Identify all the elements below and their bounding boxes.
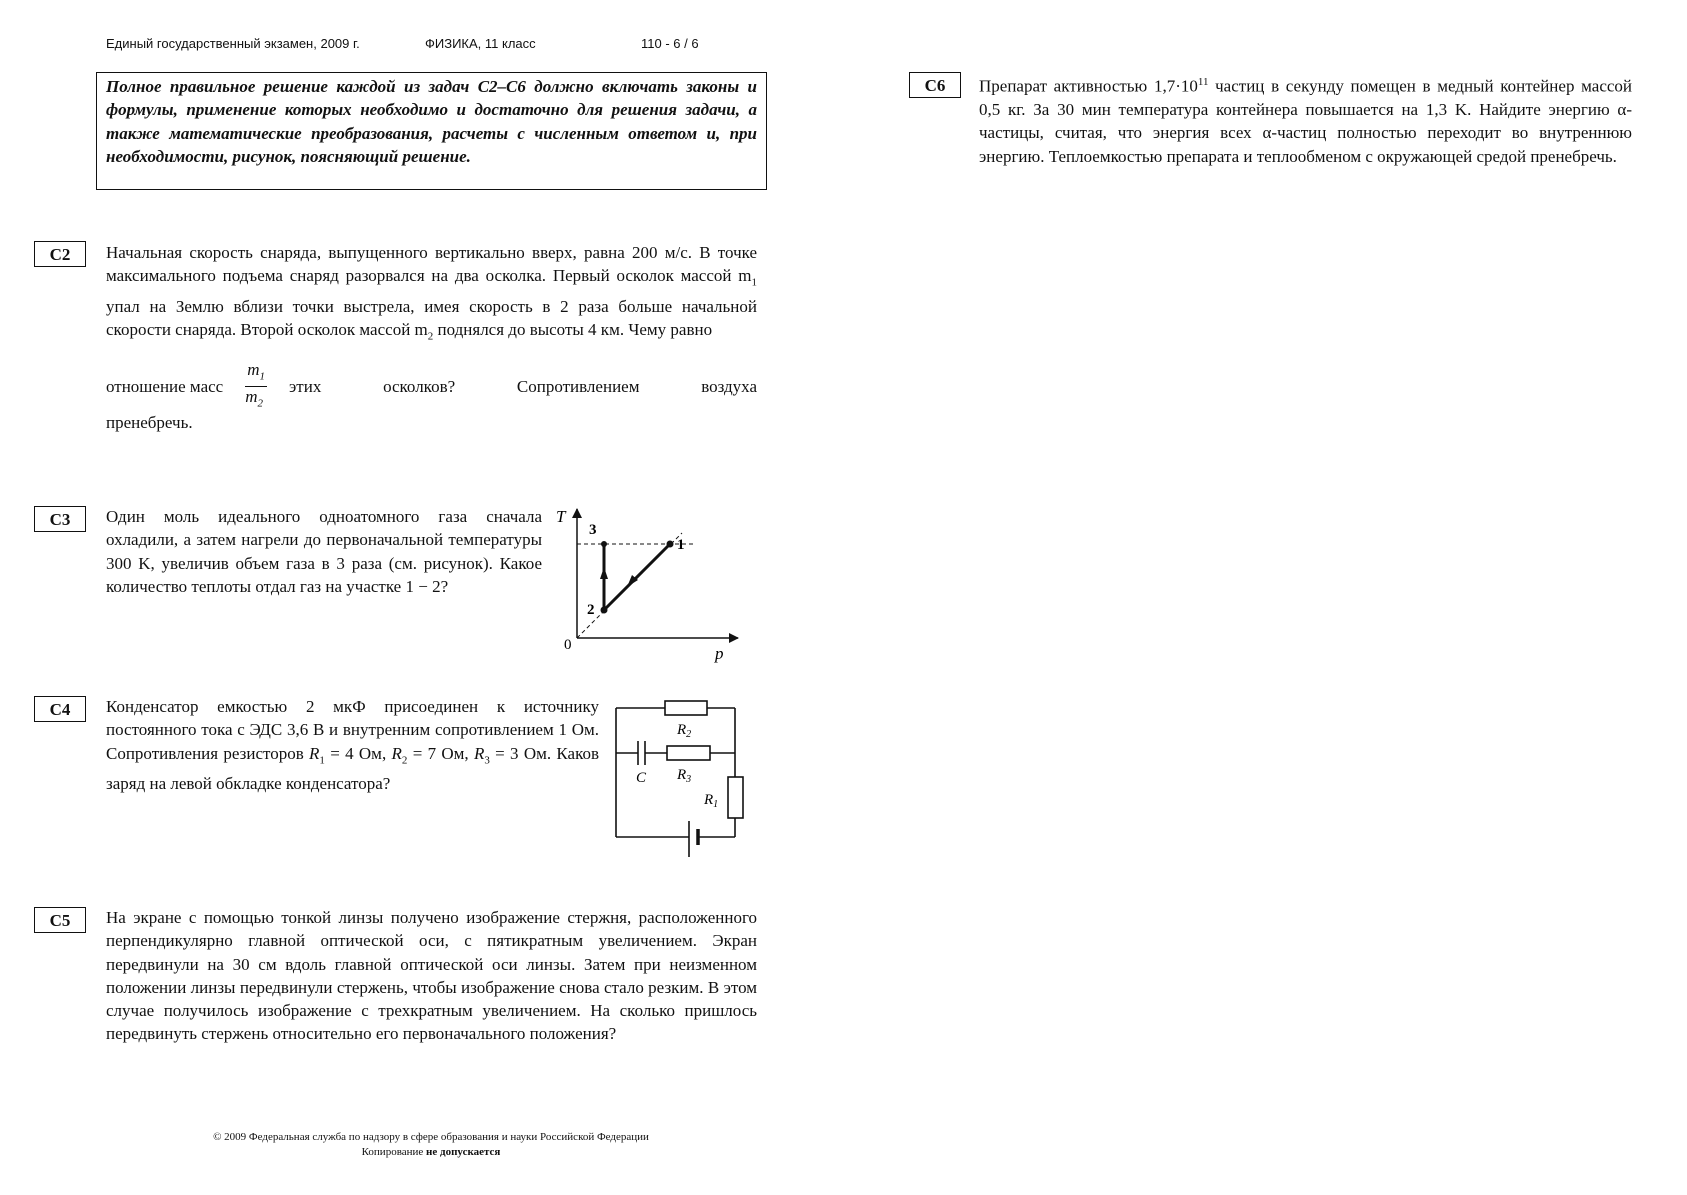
- capacitor-label: C: [636, 770, 647, 786]
- task-label-c4: C4: [34, 696, 86, 722]
- resistor-r2: [665, 701, 707, 715]
- r3-label: $R_3$: [677, 767, 692, 785]
- r2-label: $R_2$: [677, 722, 692, 740]
- task-label-c6: C6: [909, 72, 961, 98]
- resistor-r3: [667, 746, 710, 760]
- point-2: [601, 607, 608, 614]
- point-1-label: 1: [677, 537, 685, 553]
- mass-ratio-fraction: $\frac{m_1}{m_2}$: [245, 360, 265, 410]
- task-c2-text: Начальная скорость снаряда, выпущенного вертикально вверх, равна 200 м/с. В точке максимального подъема снаряд разорвался на два осколка. Первый осколок массой $m_1$ упал на Землю вблизи точки выстрела, имея скорость в 2 раза больше начальной скорости снаряда. Второй осколок массой $m_2$ поднялся до высоты 4 км. Чему равно: [106, 243, 757, 343]
- p-axis-label: p: [715, 644, 724, 663]
- task-c4-text: Конденсатор емкостью 2 мкФ присоединен к источнику постоянного тока с ЭДС 3,6 В и внутренним сопротивлением 1 Ом. Сопротивления резисторов $R_1 = 4$ Ом, $R_2 = 7$ Ом, $R_3 = 3$ Ом. Каков заряд на левой обкладке конденсатора?: [106, 697, 600, 794]
- task-c2-text-end: пренебречь.: [106, 413, 193, 432]
- task-label-c5: C5: [34, 907, 86, 933]
- point-2-label: 2: [587, 602, 595, 618]
- task-label-c2: C2: [34, 241, 86, 267]
- task-c6-text: Препарат активностью $1,7\cdot 10^{11}$ частиц в секунду помещен в медный контейнер массой 0,5 кг. За 30 мин температура контейнера повышается на 1,3 K. Найдите энергию α-частицы, считая, что энергия всех α-частиц полностью переходит во внутреннюю энергию. Теплоемкостью препарата и теплообменом с окружающей средой пренебречь.: [979, 76, 1633, 166]
- footer-copy-notice: Копирование не допускается: [361, 1146, 501, 1158]
- circuit-diagram: [610, 694, 750, 864]
- footer-copyright: © 2009 Федеральная служба по надзору в сфере образования и науки Российской Федерации: [213, 1131, 649, 1143]
- task-label-c3: C3: [34, 506, 86, 532]
- task-c3-text: Один моль идеального одноатомного газа сначала охладили, а затем нагрели до первоначальной температуры 300 K, увеличив объем газа в 3 раза (см. рисунок). Какое количество теплоты отдал газ на участке 1 − 2?: [106, 507, 542, 596]
- t-axis-label: T: [556, 507, 566, 526]
- subject-title: ФИЗИКА, 11 класс: [425, 36, 536, 51]
- resistor-r1: [728, 777, 743, 818]
- r1-label: $R_1$: [704, 792, 719, 810]
- origin-label: 0: [564, 637, 572, 653]
- segment-1-2: [604, 544, 670, 610]
- point-3-label: 3: [589, 522, 597, 538]
- point-1: [667, 541, 674, 548]
- task-c2-ratio-line: отношение масс $\frac{m_1}{m_2}$ этих осколков? Сопротивлением воздуха: [106, 360, 757, 414]
- instructions-box: Полное правильное решение каждой из задач С2–С6 должно включать законы и формулы, применение которых необходимо и достаточно для решения задачи, а также математические преобразования, расчеты с численным ответом и, при необходимости, рисунок, поясняющий решение.: [96, 72, 767, 190]
- page-number: 110 - 6 / 6: [641, 36, 699, 51]
- point-3: [601, 541, 607, 547]
- task-c5-text: На экране с помощью тонкой линзы получено изображение стержня, расположенного перпендикулярно главной оптической оси, с пятикратным увеличением. Экран передвинули на 30 см вдоль главной оптической оси линзы. Затем при неизменном положении линзы передвинули стержень, чтобы изображение снова стало резким. В этом случае получилось изображение с трехкратным увеличением. На сколько пришлось передвинуть стержень относительно его первоначального положения?: [106, 908, 757, 1044]
- tp-graph: [550, 503, 750, 668]
- arrow-2-3-icon: [600, 567, 608, 579]
- exam-title: Единый государственный экзамен, 2009 г.: [106, 36, 360, 51]
